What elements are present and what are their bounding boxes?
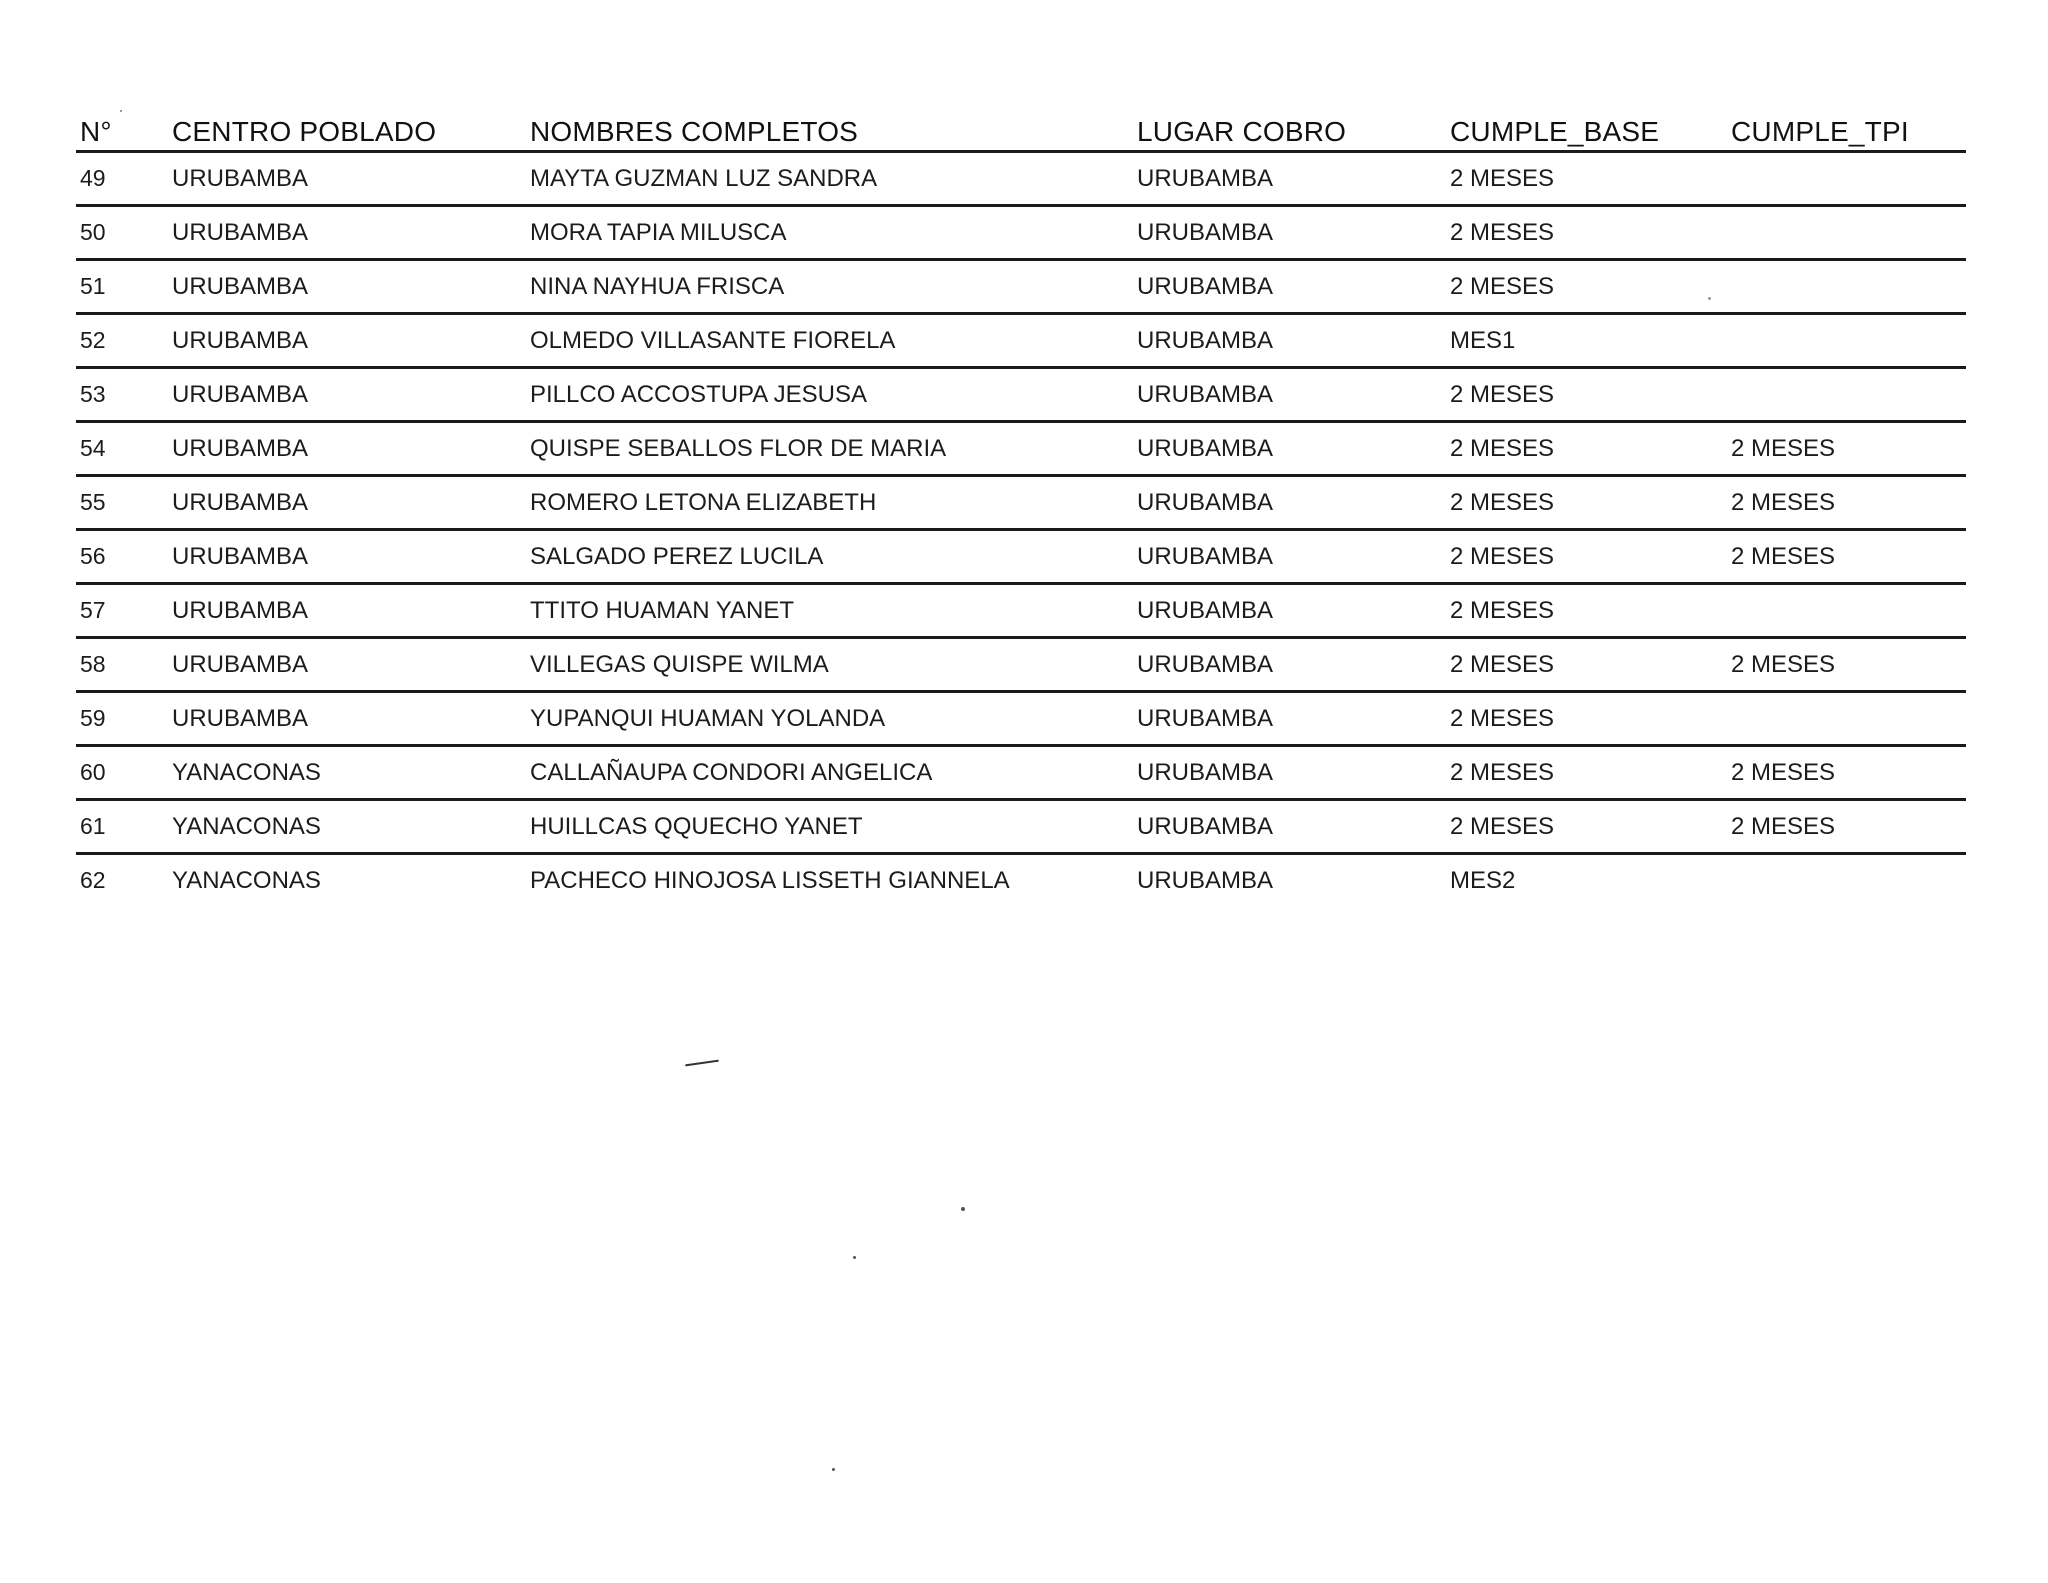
cell-cumple-tpi [1727, 206, 1966, 260]
cell-centro-poblado: URUBAMBA [168, 422, 526, 476]
scan-speck [120, 110, 122, 112]
cell-nombres-completos: NINA NAYHUA FRISCA [526, 260, 1133, 314]
cell-cumple-base: 2 MESES [1446, 530, 1727, 584]
cell-lugar-cobro: URUBAMBA [1133, 152, 1446, 206]
table-row [76, 152, 1966, 206]
cell-nombres-completos: PILLCO ACCOSTUPA JESUSA [526, 368, 1133, 422]
cell-num: 58 [76, 638, 168, 692]
cell-nombres-completos: ROMERO LETONA ELIZABETH [526, 476, 1133, 530]
stray-pen-mark [685, 1060, 719, 1067]
cell-cumple-base: 2 MESES [1446, 476, 1727, 530]
cell-num: 51 [76, 260, 168, 314]
cell-num: 55 [76, 476, 168, 530]
cell-cumple-base: MES1 [1446, 314, 1727, 368]
cell-cumple-tpi [1727, 368, 1966, 422]
table-row [76, 368, 1966, 422]
cell-nombres-completos: PACHECO HINOJOSA LISSETH GIANNELA [530, 866, 1010, 894]
table-row [76, 206, 1966, 260]
table-row [76, 854, 1966, 907]
cell-num: 60 [76, 746, 168, 800]
table-row [76, 746, 1966, 800]
cell-centro-poblado: URUBAMBA [168, 152, 526, 206]
cell-nombres-completos: QUISPE SEBALLOS FLOR DE MARIA [526, 422, 1133, 476]
cell-lugar-cobro: URUBAMBA [1133, 584, 1446, 638]
table-row [76, 476, 1966, 530]
header-cumple-base: CUMPLE_BASE [1446, 108, 1727, 152]
cell-centro-poblado: YANACONAS [168, 800, 526, 854]
cell-cumple-base: 2 MESES [1446, 260, 1727, 314]
cell-nombres-completos: OLMEDO VILLASANTE FIORELA [526, 314, 1133, 368]
cell-num: 61 [76, 800, 168, 854]
cell-lugar-cobro: URUBAMBA [1133, 368, 1446, 422]
cell-num: 56 [76, 530, 168, 584]
cell-num: 57 [76, 584, 168, 638]
cell-cumple-tpi [1727, 854, 1966, 907]
cell-cumple-base: 2 MESES [1446, 692, 1727, 746]
table-body [76, 152, 1966, 907]
cell-lugar-cobro: URUBAMBA [1133, 476, 1446, 530]
cell-centro-poblado: URUBAMBA [168, 206, 526, 260]
table-row [76, 530, 1966, 584]
scan-speck [1708, 297, 1711, 300]
cell-nombres-completos: SALGADO PEREZ LUCILA [526, 530, 1133, 584]
cell-lugar-cobro: URUBAMBA [1133, 638, 1446, 692]
cell-centro-poblado: URUBAMBA [168, 314, 526, 368]
table-row [76, 692, 1966, 746]
table-row [76, 422, 1966, 476]
table-header [76, 108, 1966, 152]
cell-nombres-completos: HUILLCAS QQUECHO YANET [526, 800, 1133, 854]
cell-cumple-tpi [1727, 584, 1966, 638]
cell-centro-poblado: URUBAMBA [168, 638, 526, 692]
cell-centro-poblado: URUBAMBA [168, 584, 526, 638]
header-num: N° [76, 108, 168, 152]
cell-num: 50 [76, 206, 168, 260]
beneficiary-table [76, 108, 1966, 906]
cell-centro-poblado: URUBAMBA [168, 692, 526, 746]
cell-cumple-base: 2 MESES [1446, 746, 1727, 800]
cell-lugar-cobro: URUBAMBA [1133, 692, 1446, 746]
header-nombres-completos: NOMBRES COMPLETOS [526, 108, 1133, 152]
scan-speck [853, 1256, 856, 1259]
cell-cumple-tpi [1727, 692, 1966, 746]
cell-lugar-cobro: URUBAMBA [1133, 314, 1446, 368]
cell-cumple-tpi: 2 MESES [1727, 746, 1966, 800]
table-row [76, 800, 1966, 854]
cell-nombres-completos: MORA TAPIA MILUSCA [526, 206, 1133, 260]
header-cumple-tpi: CUMPLE_TPI [1727, 108, 1966, 152]
cell-cumple-base: 2 MESES [1446, 368, 1727, 422]
cell-num: 59 [76, 692, 168, 746]
cell-cumple-base: 2 MESES [1446, 206, 1727, 260]
cell-centro-poblado: URUBAMBA [168, 368, 526, 422]
cell-cumple-base: MES2 [1450, 866, 1516, 894]
cell-cumple-base: 2 MESES [1446, 800, 1727, 854]
table-row [76, 638, 1966, 692]
cell-cumple-base: 2 MESES [1446, 584, 1727, 638]
cell-centro-poblado: URUBAMBA [168, 260, 526, 314]
header-lugar-cobro: LUGAR COBRO [1133, 108, 1446, 152]
cell-centro-poblado: YANACONAS [172, 866, 321, 894]
cell-centro-poblado: URUBAMBA [168, 530, 526, 584]
cell-cumple-tpi: 2 MESES [1727, 476, 1966, 530]
cell-cumple-base: 2 MESES [1446, 422, 1727, 476]
cell-cumple-tpi: 2 MESES [1727, 638, 1966, 692]
scan-speck [832, 1468, 835, 1471]
table-row [76, 260, 1966, 314]
cell-num: 62 [80, 867, 106, 893]
cell-cumple-base: 2 MESES [1446, 638, 1727, 692]
cell-lugar-cobro: URUBAMBA [1137, 866, 1274, 894]
cell-centro-poblado: URUBAMBA [168, 476, 526, 530]
cell-num: 53 [76, 368, 168, 422]
cell-nombres-completos: MAYTA GUZMAN LUZ SANDRA [526, 152, 1133, 206]
cell-lugar-cobro: URUBAMBA [1133, 530, 1446, 584]
cell-lugar-cobro: URUBAMBA [1133, 746, 1446, 800]
cell-cumple-tpi [1727, 152, 1966, 206]
cell-nombres-completos: VILLEGAS QUISPE WILMA [526, 638, 1133, 692]
cell-lugar-cobro: URUBAMBA [1133, 206, 1446, 260]
cell-nombres-completos: YUPANQUI HUAMAN YOLANDA [526, 692, 1133, 746]
cell-lugar-cobro: URUBAMBA [1133, 260, 1446, 314]
cell-num: 52 [76, 314, 168, 368]
cell-num: 49 [76, 152, 168, 206]
cell-cumple-tpi [1727, 260, 1966, 314]
cell-lugar-cobro: URUBAMBA [1133, 800, 1446, 854]
cell-nombres-completos: CALLAÑAUPA CONDORI ANGELICA [526, 746, 1133, 800]
cell-cumple-tpi: 2 MESES [1727, 530, 1966, 584]
table-row [76, 584, 1966, 638]
cell-centro-poblado: YANACONAS [168, 746, 526, 800]
header-centro-poblado: CENTRO POBLADO [168, 108, 526, 152]
cell-cumple-tpi: 2 MESES [1727, 800, 1966, 854]
scan-speck [961, 1207, 965, 1211]
cell-cumple-tpi: 2 MESES [1727, 422, 1966, 476]
cell-lugar-cobro: URUBAMBA [1133, 422, 1446, 476]
table-row [76, 314, 1966, 368]
header-row [76, 108, 1966, 152]
cell-cumple-base: 2 MESES [1446, 152, 1727, 206]
cell-nombres-completos: TTITO HUAMAN YANET [526, 584, 1133, 638]
cell-cumple-tpi [1727, 314, 1966, 368]
cell-num: 54 [76, 422, 168, 476]
